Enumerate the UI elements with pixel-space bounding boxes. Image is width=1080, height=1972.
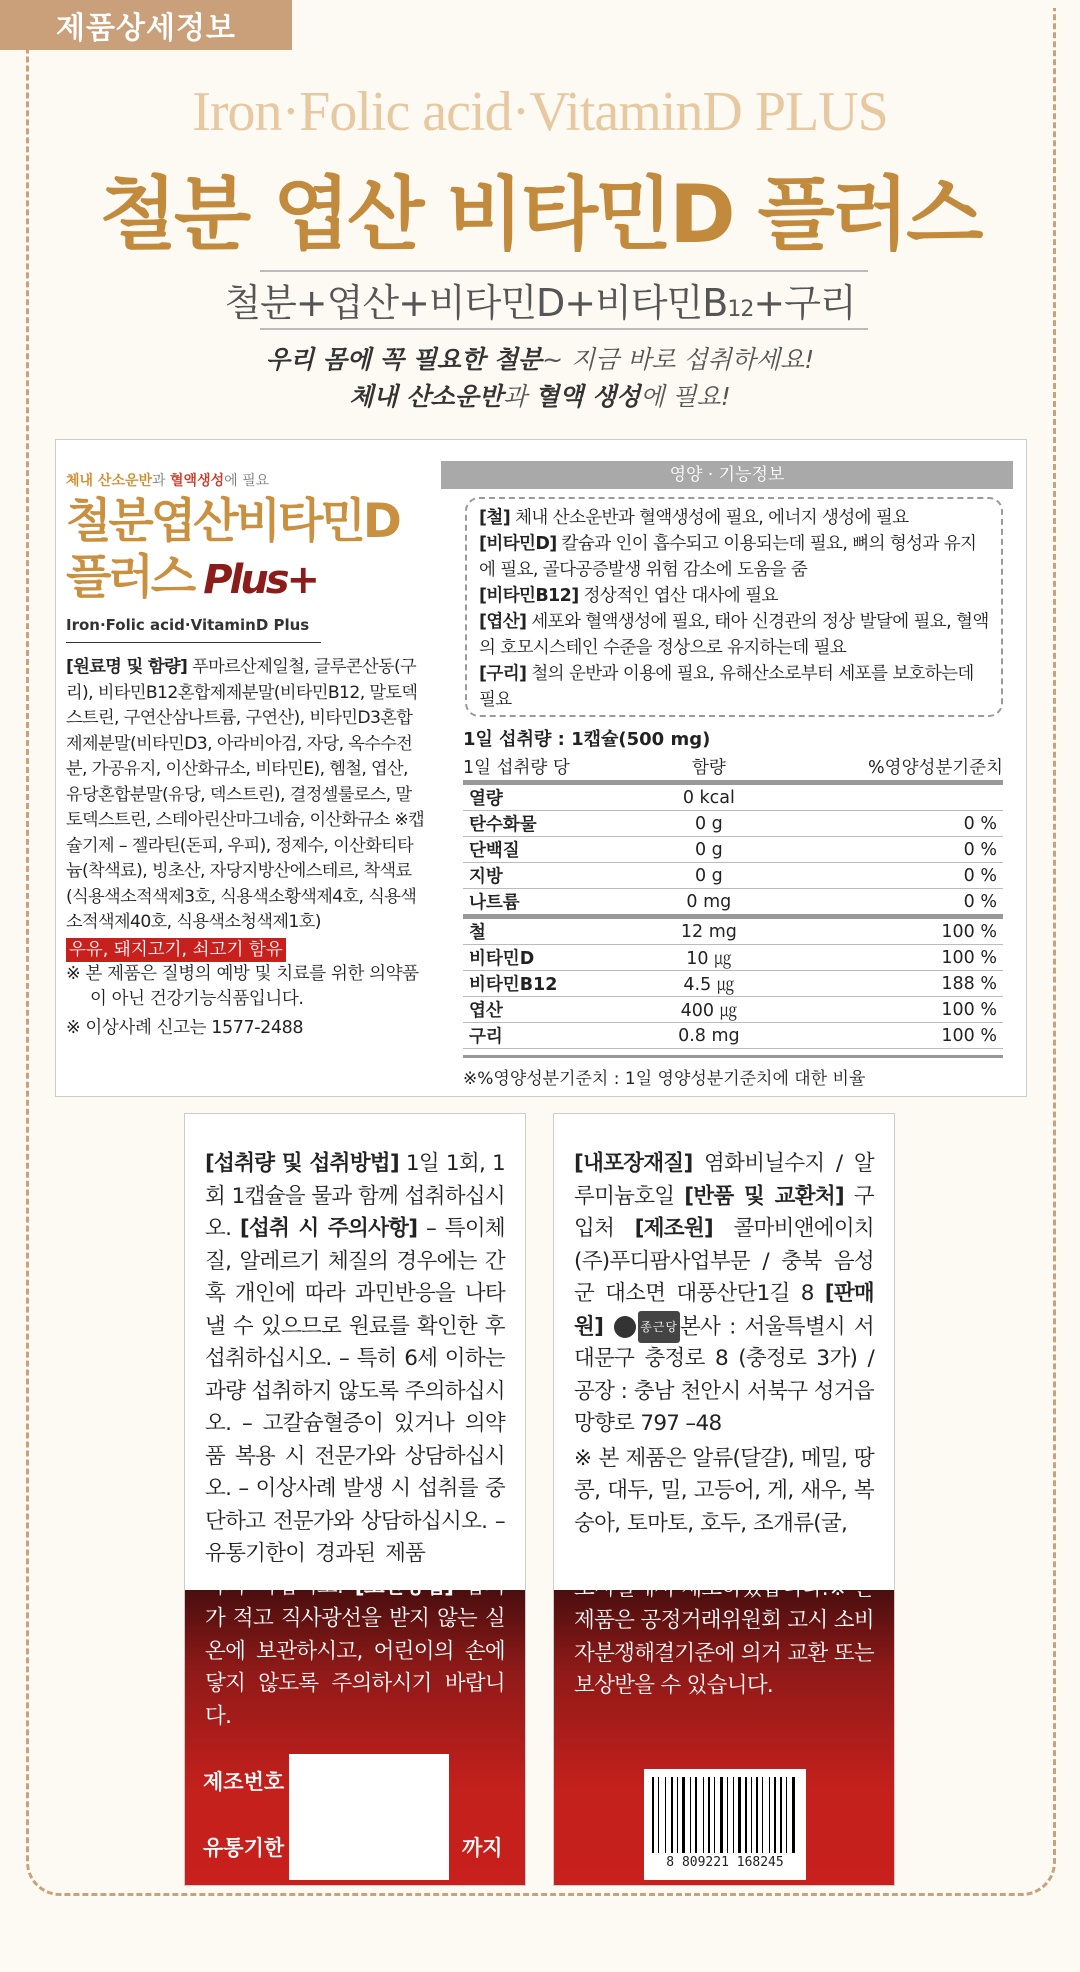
nutrition-cell: 100 % xyxy=(772,1023,1003,1049)
barcode-bar xyxy=(658,1777,659,1853)
nutrition-cell: 0 mg xyxy=(646,889,772,917)
col-daily-value: %영양성분기준치 xyxy=(772,753,1003,783)
nutrition-cell: 188 % xyxy=(772,971,1003,997)
brand-english: Iron·Folic acid·VitaminD Plus xyxy=(66,616,321,643)
nutrition-cell: 0 % xyxy=(772,889,1003,917)
barcode-bar xyxy=(665,1777,666,1853)
barcode-bar xyxy=(784,1777,785,1853)
barcode-bar xyxy=(667,1777,669,1853)
barcode-bar xyxy=(742,1777,743,1853)
divider-bottom xyxy=(260,328,868,330)
barcode-bar xyxy=(733,1777,734,1853)
barcode-bar xyxy=(762,1777,763,1853)
brand-name-line-2: 플러스 Plus+ xyxy=(66,550,318,605)
barcode-bar xyxy=(765,1777,768,1853)
nutrition-cell: 단백질 xyxy=(463,837,646,863)
barcode-bar xyxy=(679,1777,680,1853)
barcode-bar xyxy=(660,1777,663,1853)
nutrition-cell: 비타민B12 xyxy=(463,971,646,997)
seller-logo: 종근당 xyxy=(638,1311,680,1344)
nutrition-cell: 0 g xyxy=(646,811,772,837)
barcode-bar xyxy=(674,1777,675,1853)
mfg-number-blank xyxy=(289,1754,449,1880)
barcode-bar xyxy=(745,1777,747,1853)
barcode-bar xyxy=(753,1777,755,1853)
section-tag: 제품상세정보 xyxy=(0,0,292,50)
nutrition-cell: 10 ㎍ xyxy=(646,945,772,971)
barcode-bar xyxy=(720,1777,723,1853)
barcode-bar xyxy=(751,1777,752,1853)
barcode xyxy=(644,1769,806,1880)
nutrition-cell: 100 % xyxy=(772,997,1003,1023)
col-per-serving: 1일 섭취량 당 xyxy=(463,753,646,783)
nutrition-row xyxy=(463,863,1003,889)
korean-title: 철분 엽산 비타민D 플러스 xyxy=(99,168,981,261)
nutrition-footnote: ※%영양성분기준치 : 1일 영양성분기준치에 대한 비율 xyxy=(463,1055,1003,1089)
function-item: [엽산] 세포와 혈액생성에 필요, 태아 신경관의 정상 발달에 필요, 혈액의 호모시스테인 수준을 정상으로 유지하는데 필요 xyxy=(479,612,989,658)
function-item: [비타민B12] 정상적인 엽산 대사에 필요 xyxy=(479,586,778,606)
nutrition-cell: 탄수화물 xyxy=(463,811,646,837)
nutrition-cell: 나트륨 xyxy=(463,889,646,917)
barcode-bar xyxy=(686,1777,688,1853)
slogan-line-1: 우리 몸에 꼭 필요한 철분~ 지금 바로 섭취하세요! xyxy=(265,345,815,374)
nutrition-row xyxy=(463,811,1003,837)
barcode-bar xyxy=(703,1777,704,1853)
notice-health-food: ※ 본 제품은 질병의 예방 및 치료를 위한 의약품이 아닌 건강기능식품입니다. xyxy=(66,963,419,1009)
label-left-column xyxy=(66,470,426,1041)
barcode-bar xyxy=(671,1777,673,1853)
nutrition-table xyxy=(463,753,1003,1049)
barcode-bar xyxy=(735,1777,736,1853)
barcode-bar xyxy=(695,1777,697,1853)
barcode-bar xyxy=(711,1777,712,1853)
formula-line: 철분+엽산+비타민D+비타민B12+구리 xyxy=(224,281,856,325)
notice-report: ※ 이상사례 신고는 1577-2488 xyxy=(66,1017,304,1038)
nutrition-header: 영양 · 기능정보 xyxy=(441,461,1013,489)
barcode-bar xyxy=(760,1777,761,1853)
nutrition-row xyxy=(463,945,1003,971)
barcode-bar xyxy=(772,1777,773,1853)
brand-name-line-1: 철분엽산비타민D xyxy=(66,494,399,549)
function-item: [비타민D] 칼슘과 인이 흡수되고 이용되는데 필요, 뼈의 형성과 유지에 필요, 골다공증발생 위험 감소에 도움을 줌 xyxy=(479,534,977,580)
barcode-bar xyxy=(748,1777,749,1853)
nutrition-cell: 100 % xyxy=(772,945,1003,971)
nutrition-cell: 0.8 mg xyxy=(646,1023,772,1049)
nutrition-cell: 4.5 ㎍ xyxy=(646,971,772,997)
nutrition-row xyxy=(463,783,1003,811)
mfg-number-label: 제조번호 xyxy=(203,1770,285,1794)
nutrition-cell: 0 kcal xyxy=(646,783,772,811)
nutrition-cell: 구리 xyxy=(463,1023,646,1049)
barcode-number: 8 809221 168245 xyxy=(666,1855,784,1870)
barcode-bar xyxy=(778,1777,779,1853)
label-tagline: 체내 산소운반과 혈액생성에 필요 xyxy=(66,473,270,489)
barcode-bar xyxy=(756,1777,758,1853)
functional-info-box xyxy=(465,497,1003,717)
barcode-bar xyxy=(698,1777,701,1853)
nutrition-row xyxy=(463,917,1003,945)
nutrition-cell: 0 % xyxy=(772,811,1003,837)
nutrition-panel xyxy=(441,461,1013,1089)
barcode-bar xyxy=(677,1777,678,1853)
nutrition-row xyxy=(463,971,1003,997)
nutrition-cell: 100 % xyxy=(772,917,1003,945)
nutrition-row xyxy=(463,997,1003,1023)
nutrition-row xyxy=(463,837,1003,863)
barcode-bar xyxy=(789,1777,791,1853)
nutrition-cell: 12 mg xyxy=(646,917,772,945)
nutrition-cell: 비타민D xyxy=(463,945,646,971)
nutrition-cell: 엽산 xyxy=(463,997,646,1023)
packaging-panel xyxy=(553,1113,895,1886)
serving-size: 1일 섭취량 : 1캡슐(500 mg) xyxy=(463,729,711,750)
nutrition-cell xyxy=(772,783,1003,811)
barcode-bar xyxy=(705,1777,706,1853)
barcode-bar xyxy=(727,1777,728,1853)
nutrition-cell: 0 % xyxy=(772,837,1003,863)
function-item: [구리] 철의 운반과 이용에 필요, 유해산소로부터 세포를 보호하는데 필요 xyxy=(479,664,974,710)
nutrition-cell: 0 % xyxy=(772,863,1003,889)
slogan-line-2: 체내 산소운반과 혈액 생성에 필요! xyxy=(349,382,731,411)
usage-panel xyxy=(184,1113,526,1886)
barcode-bar xyxy=(708,1777,710,1853)
barcode-bar xyxy=(724,1777,725,1853)
barcode-bar xyxy=(692,1777,693,1853)
barcode-bar xyxy=(786,1777,787,1853)
barcode-bar xyxy=(655,1777,656,1853)
english-title: Iron·Folic acid·VitaminD PLUS xyxy=(192,81,888,143)
nutrition-cell: 지방 xyxy=(463,863,646,889)
col-amount: 함량 xyxy=(646,753,772,783)
nutrition-row xyxy=(463,1023,1003,1049)
nutrition-cell: 철 xyxy=(463,917,646,945)
packaging-text: [내포장재질] 염화비닐수지 / 알루미늄호일 [반품 및 교환처] 구입처 [제조원] 콜마비앤에이치(주)푸디팜사업부문 / 충북 음성군 대소면 대풍산단1길 8 [판매원] 종근당본사 : 서울특별시 서대문구 충정로 8 (충정로 3가) / 공장 : 충남 천안시 서북구 성거읍 망향로 797 –48 ※ 본 제품은 알류(달걀), 메밀, 땅콩, 대두, 밀, 고등어, 게, 새우, 복숭아, 토마토, 호두, 조개류(굴, 홍합 포함)를 사용한 제품과 같은 제조시설에서 제조하였습니다.※ 본 제품은 공정거래위원회 고시 소비자분쟁해결기준에 의거 교환 또는 보상받을 수 있습니다. xyxy=(574,1151,874,1699)
barcode-bars xyxy=(652,1777,798,1853)
ingredients-text: [원료명 및 함량] 푸마르산제일철, 글루콘산동(구리), 비타민B12혼합제제분말(비타민B12, 말토덱스트린, 구연산삼나트륨, 구연산), 비타민D3혼합제제분말(비타민D3, 아라비아검, 자당, 옥수수전분, 가공유지, 이산화규소, 비타민E), 헴철, 엽산, 유당혼합분말(유당, 덱스트린), 결정셀룰로스, 말토덱스트린, 스테아린산마그네슘, 이산화규소 ※캡슐기제 – 젤라틴(돈피, 우피), 정제수, 이산화티타늄(착색료), 빙초산, 자당지방산에스테르, 착색료(식용색소적색제3호, 식용색소황색제4호, 식용색소적색제40호, 식용색소청색제1호) xyxy=(66,657,425,932)
nutrition-cell: 400 ㎍ xyxy=(646,997,772,1023)
nutrition-cell: 열량 xyxy=(463,783,646,811)
barcode-bar xyxy=(729,1777,731,1853)
barcode-bar xyxy=(780,1777,782,1853)
barcode-bar xyxy=(714,1777,715,1853)
barcode-bar xyxy=(774,1777,776,1853)
barcode-bar xyxy=(797,1777,798,1853)
barcode-bar xyxy=(769,1777,770,1853)
barcode-bar xyxy=(716,1777,718,1853)
seller-seal-icon xyxy=(614,1316,636,1338)
function-item: [철] 체내 산소운반과 혈액생성에 필요, 에너지 생성에 필요 xyxy=(479,508,909,528)
allergen-badge: 우유, 돼지고기, 쇠고기 함유 xyxy=(66,938,286,962)
barcode-bar xyxy=(738,1777,741,1853)
barcode-bar xyxy=(652,1777,654,1853)
nutrition-cell: 0 g xyxy=(646,837,772,863)
expiry-until-label: 까지 xyxy=(462,1836,503,1860)
usage-text: [섭취량 및 섭취방법] 1일 1회, 1회 1캡슐을 물과 함께 섭취하십시오. [섭취 시 주의사항] – 특이체질, 알레르기 체질의 경우에는 간혹 개인에 따라 과민반응을 나타낼 수 있으므로 원료를 확인한 후 섭취하십시오. – 특히 6세 이하는 과량 섭취하지 않도록 주의하십시오. – 고칼슘혈증이 있거나 의약품 복용 시 전문가와 상담하십시오. – 이상사례 발생 시 섭취를 중단하고 전문가와 상담하십시오. – 유통기한이 경과된 제품 은 섭취하지 마십시오. [보관방법] 습기가 적고 직사광선을 받지 않는 실온에 보관하시고, 어린이의 손에 닿지 않도록 주의하시기 바랍니다. xyxy=(205,1151,505,1729)
barcode-bar xyxy=(792,1777,795,1853)
nutrition-cell: 0 g xyxy=(646,863,772,889)
barcode-bar xyxy=(690,1777,691,1853)
barcode-bar xyxy=(682,1777,685,1853)
expiry-label: 유통기한 xyxy=(203,1836,285,1860)
nutrition-row xyxy=(463,889,1003,917)
